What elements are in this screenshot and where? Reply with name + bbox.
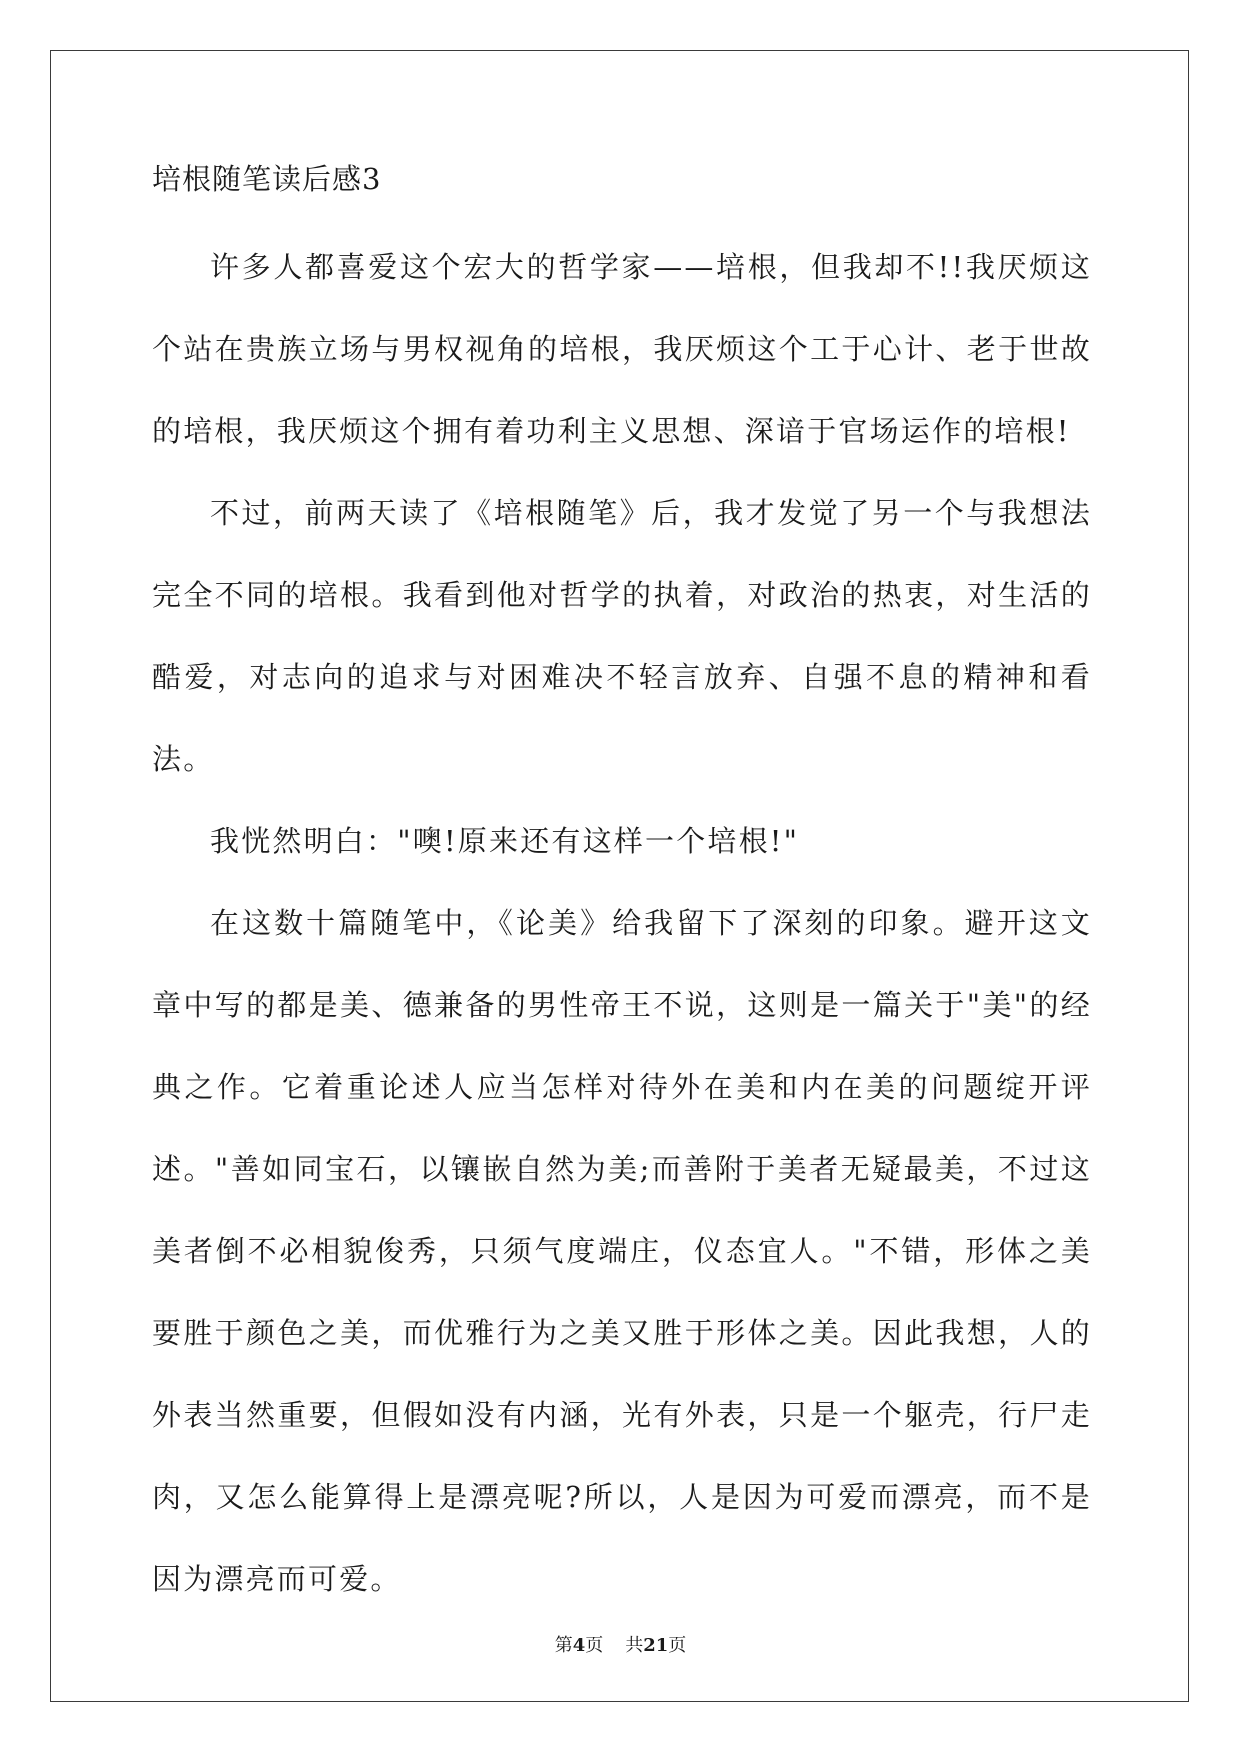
total-prefix: 共 xyxy=(625,1635,644,1656)
paragraph-2: 不过，前两天读了《培根随笔》后，我才发觉了另一个与我想法完全不同的培根。我看到他对哲学的执着，对政治的热衷，对生活的酷爱，对志向的追求与对困难决不轻言放弃、自强不息的精神和看法。 xyxy=(152,496,1092,776)
paragraph-4: 在这数十篇随笔中，《论美》给我留下了深刻的印象。避开这文章中写的都是美、德兼备的男性帝王不说，这则是一篇关于"美"的经典之作。它着重论述人应当怎样对待外在美和内在美的问题绽开评述。"善如同宝石，以镶嵌自然为美;而善附于美者无疑最美，不过这美者倒不必相貌俊秀，只须气度端庄，仪态宜人。"不错，形体之美要胜于颜色之美，而优雅行为之美又胜于形体之美。因此我想，人的外表当然重要，但假如没有内涵，光有外表，只是一个躯壳，行尸走肉，又怎么能算得上是漂亮呢?所以，人是因为可爱而漂亮，而不是因为漂亮而可爱。 xyxy=(152,906,1092,1596)
total-pages: 21 xyxy=(643,1635,669,1656)
page-number: 4 xyxy=(572,1635,586,1656)
page-prefix: 第 xyxy=(554,1635,573,1656)
document-title: 培根随笔读后感3 xyxy=(152,162,382,196)
document-body xyxy=(152,162,1092,1620)
paragraph-1: 许多人都喜爱这个宏大的哲学家——培根，但我却不!!我厌烦这个站在贵族立场与男权视角的培根，我厌烦这个工于心计、老于世故的培根，我厌烦这个拥有着功利主义思想、深谙于官场运作的培根! xyxy=(152,250,1092,448)
page-suffix: 页 xyxy=(585,1635,604,1656)
paragraph-3: 我恍然明白："噢!原来还有这样一个培根!" xyxy=(210,824,800,858)
total-suffix: 页 xyxy=(668,1635,687,1656)
page-footer xyxy=(0,1631,1241,1657)
